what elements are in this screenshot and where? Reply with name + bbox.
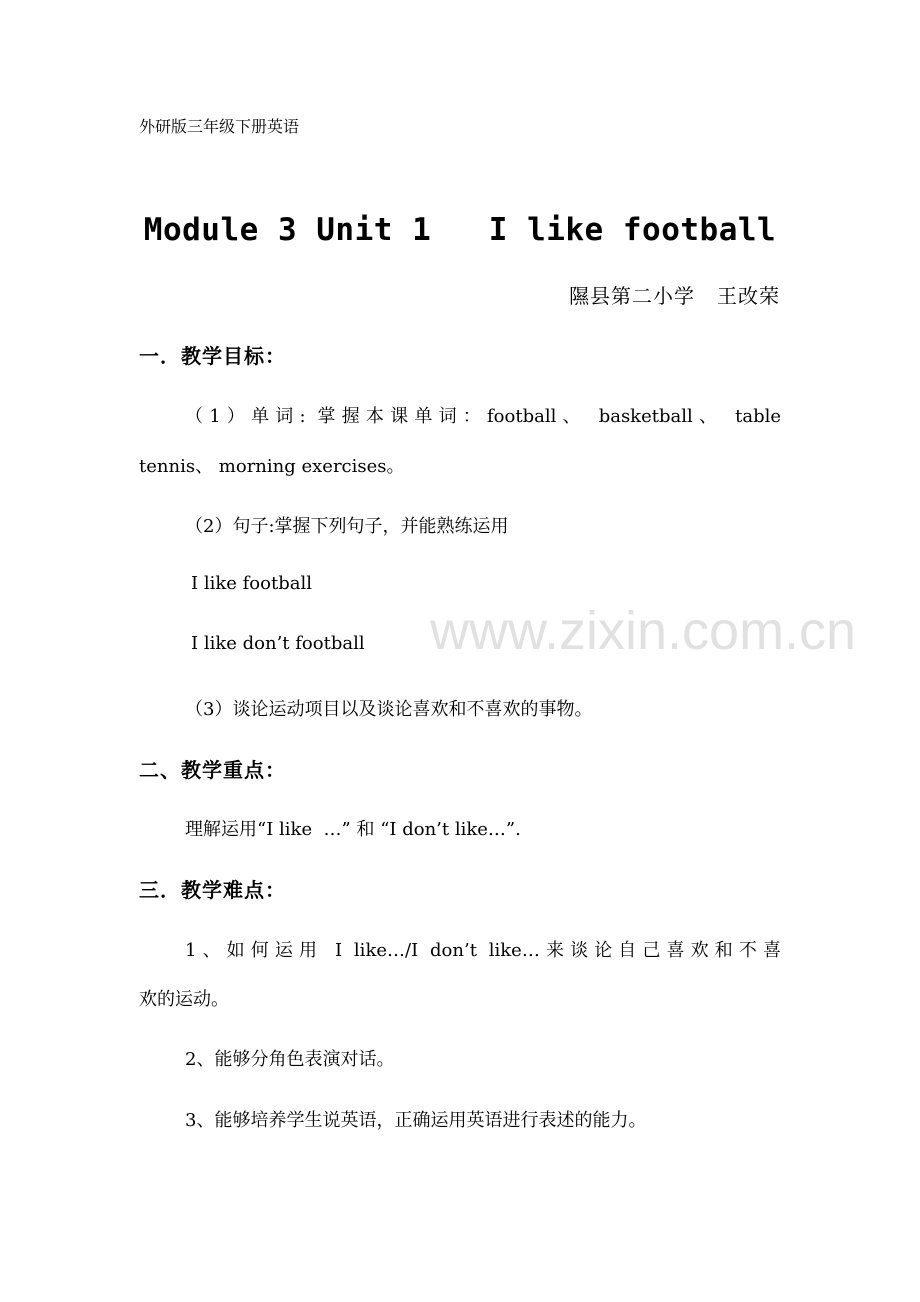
goals-item3: （3）谈论运动项目以及谈论喜欢和不喜欢的事物。 bbox=[185, 699, 593, 720]
author-line bbox=[569, 280, 780, 309]
goals-item1-line2: tennis、 morning exercises。 bbox=[139, 456, 405, 477]
document-title: Module 3 Unit 1 I like football bbox=[143, 212, 777, 248]
goals-sentence2: I like don’t football bbox=[191, 633, 365, 654]
section-heading-keypoints: 二、教学重点： bbox=[139, 758, 286, 782]
author-school: 隰县第二小学 bbox=[569, 284, 695, 308]
goals-item2: （2）句子:掌握下列句子，并能熟练运用 bbox=[185, 516, 509, 537]
keypoints-text: 理解运用“I like …” 和 “I don’t like…”. bbox=[185, 819, 521, 840]
author-name: 王改荣 bbox=[717, 284, 780, 308]
difficulties-item1-line2: 欢的运动。 bbox=[139, 989, 229, 1010]
difficulties-item3: 3、能够培养学生说英语，正确运用英语进行表述的能力。 bbox=[185, 1110, 647, 1131]
watermark: www.zixin.com.cn bbox=[430, 601, 857, 661]
goals-item1-line1: （1）单词: 掌握本课单词：football、 basketball、 table bbox=[185, 406, 781, 427]
document-header: 外研版三年级下册英语 bbox=[139, 117, 300, 136]
section-heading-goals: 一．教学目标： bbox=[139, 344, 286, 368]
difficulties-item2: 2、能够分角色表演对话。 bbox=[185, 1049, 395, 1070]
difficulties-item1-line1: 1、如何运用 I like…/I don’t like…来谈论自己喜欢和不喜 bbox=[185, 940, 781, 961]
section-heading-difficulties: 三．教学难点： bbox=[139, 878, 286, 902]
goals-sentence1: I like football bbox=[191, 573, 312, 594]
